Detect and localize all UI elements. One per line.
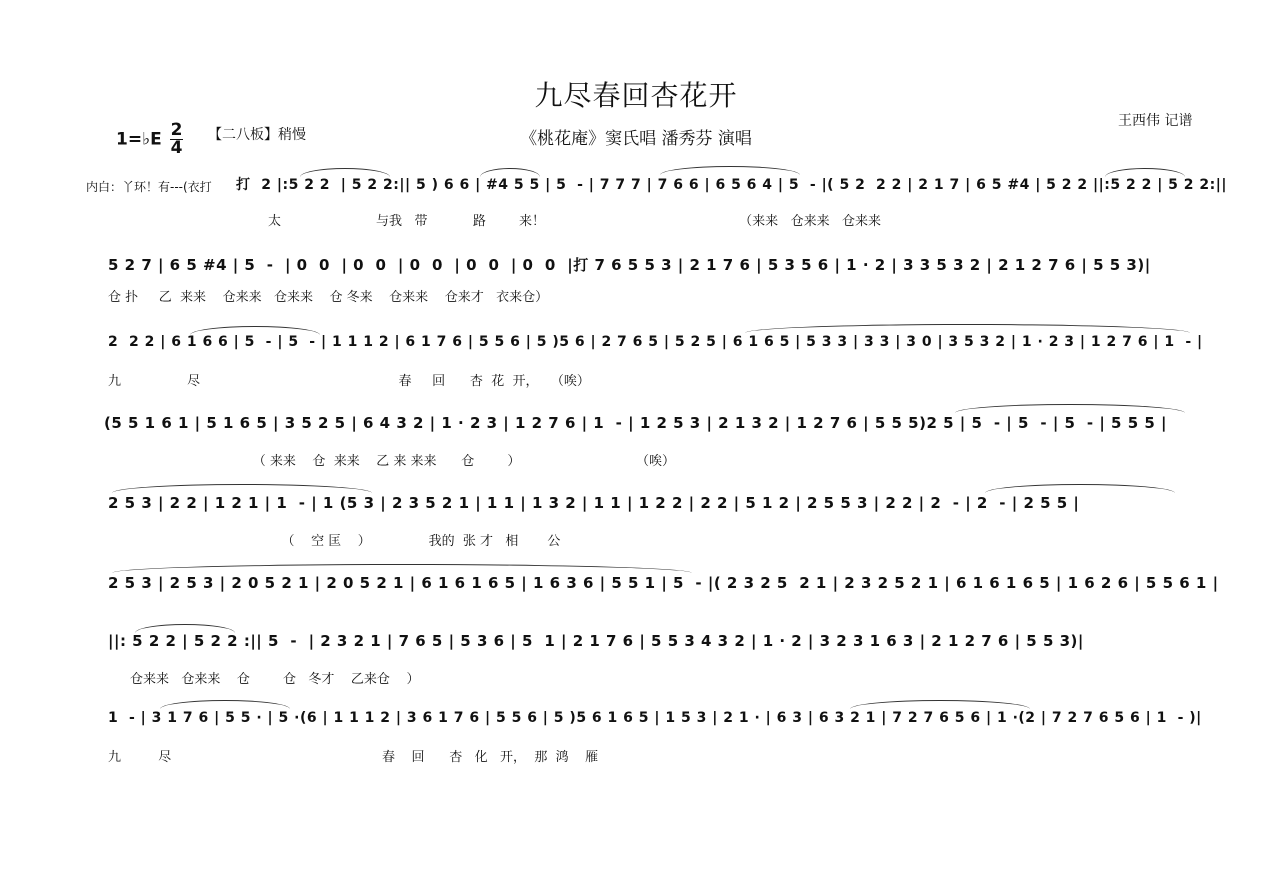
- lyrics-line: 九 尽 春 回 杏 化 开， 那 鸿 雁: [108, 750, 599, 765]
- key-label: 1=♭E: [116, 129, 162, 150]
- lyrics-line: 仓来来 仓来来 仓 仓 冬才 乙来仓 ）: [130, 672, 420, 687]
- notes-line: (5 5 1 6 1 | 5 1 6 5 | 3 5 2 5 | 6 4 3 2 | 1 · 2 3 | 1 2 7 6 | 1 - | 1 2 5 3 | 2 1 3 2 | 1 2 7 6 | 5 5 5)2 5 | 5 - | 5 - | 5 - | 5 5 5 |: [104, 414, 1168, 432]
- slur: [112, 564, 692, 573]
- time-signature: [170, 122, 184, 157]
- slur: [112, 484, 372, 493]
- notes-line: 1 - | 3 1 7 6 | 5 5 · | 5 ·(6 | 1 1 1 2 | 3 6 1 7 6 | 5 5 6 | 5 )5 6 1 6 5 | 1 5 3 | 2 1 · | 6 3 | 6 3 2 1 | 7 2 7 6 5 6 | 1 ·(2 | 7 2 7 6 5 6 | 1 - )|: [108, 710, 1202, 726]
- slur: [480, 168, 540, 177]
- slur: [190, 326, 320, 335]
- key-signature: [116, 122, 183, 157]
- lyrics-line: 九 尽 春 回 杏 花 开， （唉）: [108, 374, 590, 389]
- slur: [660, 166, 800, 175]
- notes-line: ||: 5 2 2 | 5 2 2 :|| 5 - | 2 3 2 1 | 7 6 5 | 5 3 6 | 5 1 | 2 1 7 6 | 5 5 3 4 3 2 | 1 · 2 | 3 2 3 1 6 3 | 2 1 2 7 6 | 5 5 3)|: [108, 632, 1084, 650]
- notes-line: 5 2 7 | 6 5 #4 | 5 - | 0 0 | 0 0 | 0 0 | 0 0 | 0 0 |打 7 6 5 5 3 | 2 1 7 6 | 5 3 5 6 | 1 · 2 | 3 3 5 3 2 | 2 1 2 7 6 | 5 5 3)|: [108, 256, 1151, 274]
- slur: [850, 700, 1030, 709]
- slur: [955, 404, 1185, 413]
- lyrics-line: 太 与我 带 路 来！ （来来 仓来来 仓来来: [268, 214, 881, 229]
- slur: [300, 168, 390, 177]
- time-bottom: 4: [170, 138, 183, 158]
- slur: [160, 700, 290, 709]
- slur: [135, 624, 235, 633]
- notes-line: 打 2 |:5 2 2 | 5 2 2:|| 5 ) 6 6 | #4 5 5 | 5 - | 7 7 7 | 7 6 6 | 6 5 6 4 | 5 - |( 5 2 2 2 | 2 1 7 | 6 5 #4 | 5 2 2 ||:5 2 2 | 5 2 2:||: [236, 177, 1227, 193]
- tempo-marking: 【二八板】稍慢: [208, 127, 306, 143]
- slur: [985, 484, 1175, 493]
- notes-line: 2 2 2 | 6 1 6 6 | 5 - | 5 - | 1 1 1 2 | 6 1 7 6 | 5 5 6 | 5 )5 6 | 2 7 6 5 | 5 2 5 | 6 1 6 5 | 5 3 3 | 3 3 | 3 0 | 3 5 3 2 | 1 · 2 3 | 1 2 7 6 | 1 - |: [108, 334, 1203, 350]
- slur: [1105, 168, 1185, 177]
- lyrics-line: （ 来来 仓 来来 乙 来 来来 仓 ） （唉）: [104, 454, 676, 469]
- lyrics-line: 仓 扑 乙 来来 仓来来 仓来来 仓 冬来 仓来来 仓来才 衣来仓）: [108, 290, 549, 305]
- slur: [745, 324, 1190, 333]
- time-top: 2: [170, 120, 183, 140]
- spoken-intro: 内白：丫环！有---(衣打: [86, 180, 212, 194]
- song-subtitle: 《桃花庵》窦氏唱 潘秀芬 演唱: [520, 129, 752, 149]
- lyrics-line: （ 空 匡 ） 我的 张 才 相 公: [108, 534, 561, 549]
- transcriber-credit: 王西伟 记谱: [1118, 113, 1193, 129]
- notes-line: 2 5 3 | 2 2 | 1 2 1 | 1 - | 1 (5 3 | 2 3 5 2 1 | 1 1 | 1 3 2 | 1 1 | 1 2 2 | 2 2 | 5 1 2 | 2 5 5 3 | 2 2 | 2 - | 2 - | 2 5 5 |: [108, 494, 1080, 512]
- notes-line: 2 5 3 | 2 5 3 | 2 0 5 2 1 | 2 0 5 2 1 | 6 1 6 1 6 5 | 1 6 3 6 | 5 5 1 | 5 - |( 2 3 2 5 2 1 | 2 3 2 5 2 1 | 6 1 6 1 6 5 | 1 6 2 6 | 5 5 6 1 |: [108, 574, 1219, 592]
- song-title: 九尽春回杏花开: [534, 79, 738, 112]
